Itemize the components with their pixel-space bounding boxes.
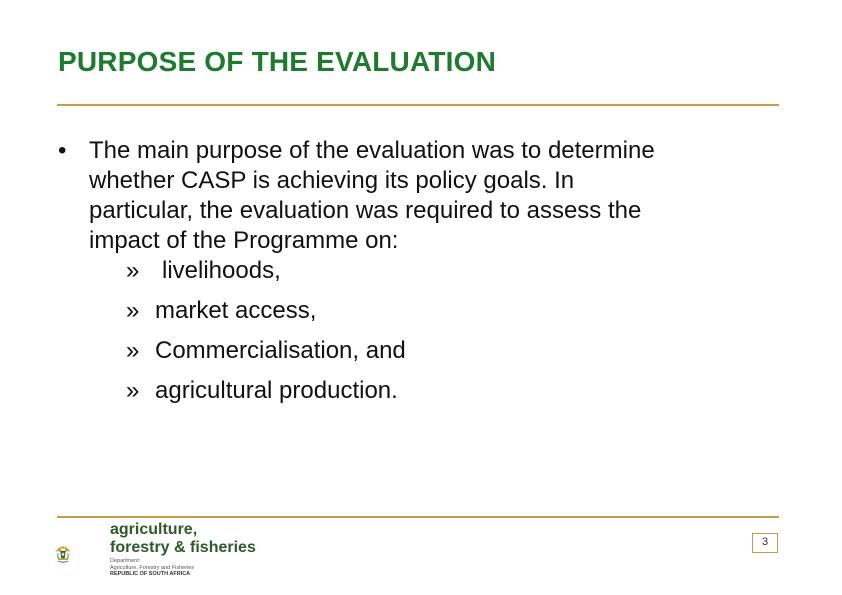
- sub-bullet-text: agricultural production.: [155, 377, 398, 404]
- sub-bullet-list: [58, 256, 758, 416]
- footer-divider: [57, 516, 779, 518]
- bullet-line: whether CASP is achieving its policy goals. In: [89, 167, 575, 194]
- org-name: [110, 521, 256, 557]
- sub-bullet-item: [58, 376, 758, 416]
- page-number: 3: [752, 533, 778, 553]
- department-block: [110, 558, 194, 578]
- sub-bullet-item: [58, 296, 758, 336]
- sub-bullet-marker: »: [126, 377, 140, 404]
- org-line: forestry & fisheries: [110, 539, 256, 556]
- slide-body: [58, 136, 758, 416]
- bullet-marker: •: [58, 137, 67, 164]
- sub-bullet-text: livelihoods,: [162, 257, 281, 284]
- coat-of-arms-icon: [54, 522, 114, 586]
- title-divider: [57, 104, 779, 106]
- bullet-line: particular, the evaluation was required to assess the: [89, 197, 642, 224]
- dept-country: REPUBLIC OF SOUTH AFRICA: [110, 571, 191, 577]
- sub-bullet-text: Commercialisation, and: [155, 337, 406, 364]
- bullet-line: The main purpose of the evaluation was to determine: [89, 137, 655, 164]
- sub-bullet-marker: »: [126, 297, 140, 324]
- slide-title: PURPOSE OF THE EVALUATION: [58, 46, 496, 77]
- org-line: agriculture,: [110, 521, 198, 538]
- dept-line: Department:: [110, 558, 141, 564]
- sub-bullet-item: [58, 336, 758, 376]
- dept-line: Agriculture, Forestry and Fisheries: [110, 564, 195, 571]
- sub-bullet-text: market access,: [155, 297, 317, 324]
- sub-bullet-marker: »: [126, 257, 140, 284]
- bullet-line: impact of the Programme on:: [89, 227, 399, 254]
- sub-bullet-item: [58, 256, 758, 296]
- main-bullet: [58, 136, 758, 256]
- sub-bullet-marker: »: [126, 337, 140, 364]
